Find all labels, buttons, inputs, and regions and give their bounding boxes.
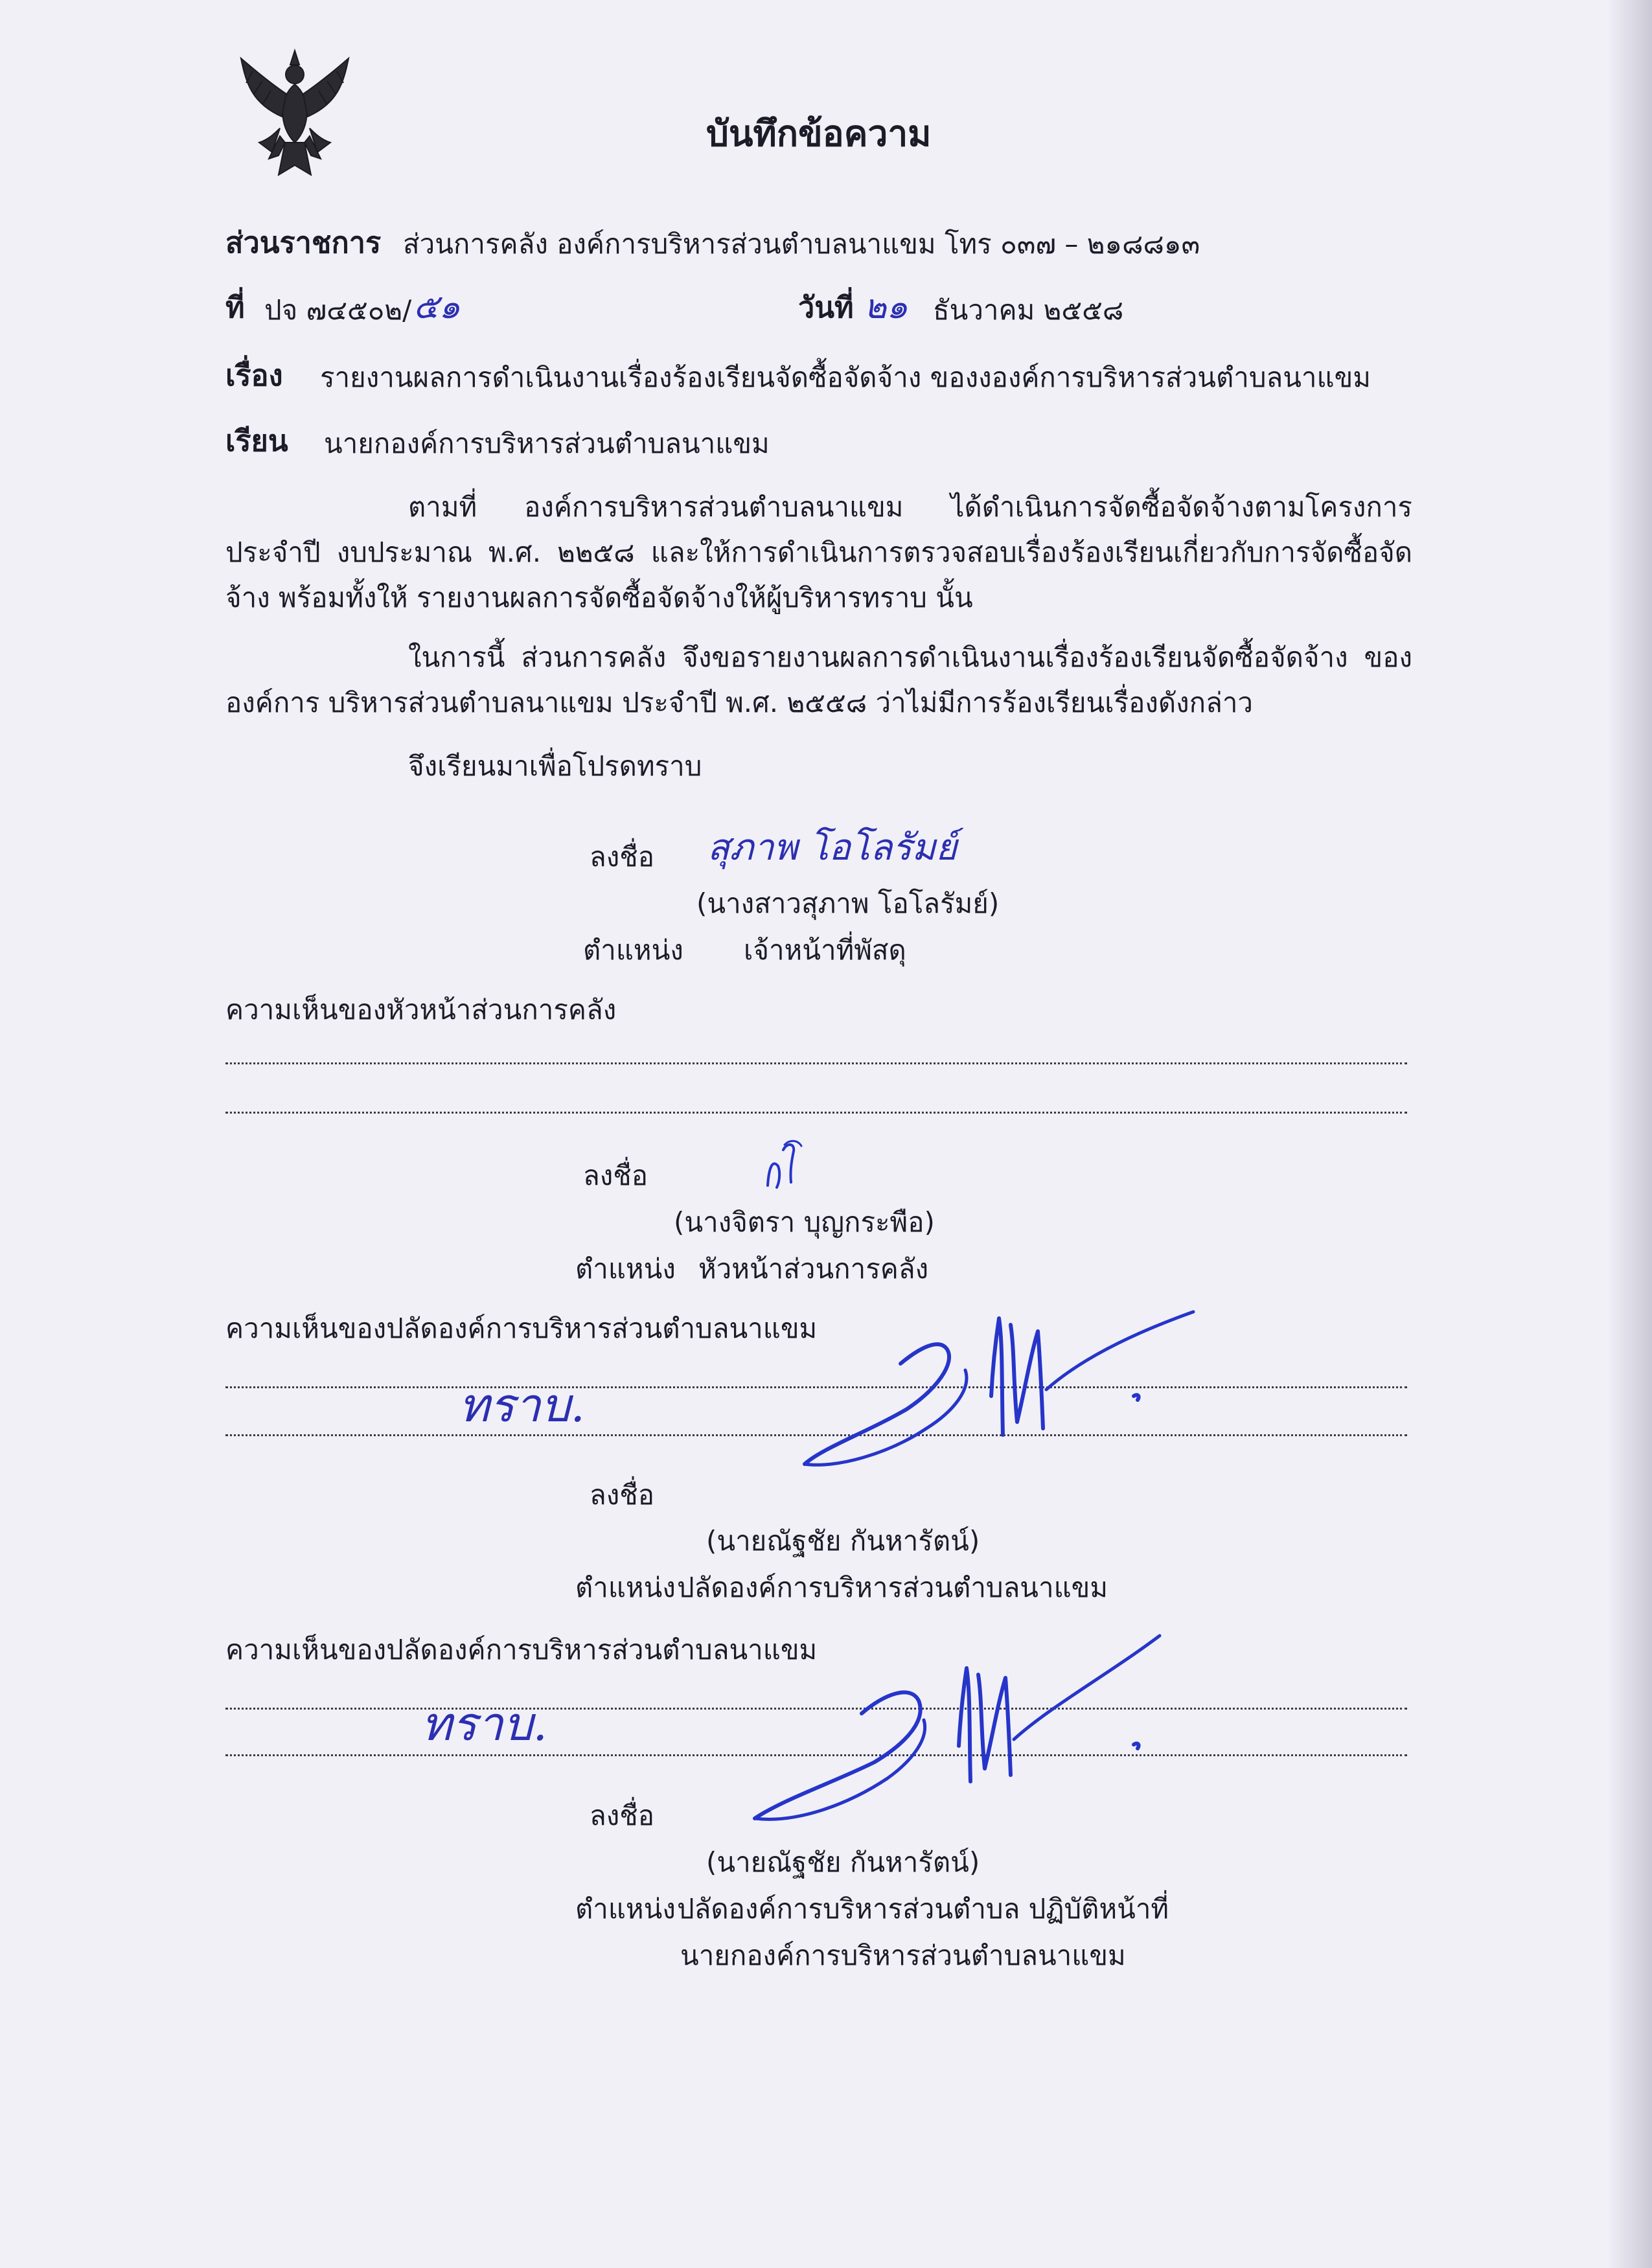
date-day-handwritten: ๒๑ <box>864 288 908 326</box>
signature1-position-label: ตำแหน่ง <box>583 934 683 966</box>
subject-label: เรื่อง <box>225 358 283 393</box>
opinion3-position-value-line2: นายกองค์การบริหารส่วนตำบลนาแขม <box>680 1940 1126 1971</box>
opinion2-handwritten-note: ทราบ. <box>459 1378 586 1432</box>
closing-text: จึงเรียนมาเพื่อโปรดทราบ <box>408 750 702 782</box>
opinion2-heading: ความเห็นของปลัดองค์การบริหารส่วนตำบลนาแขม <box>225 1312 818 1344</box>
opinion1-sign-label: ลงชื่อ <box>583 1160 648 1191</box>
signature1-handwritten: สุภาพ โอโลรัมย์ <box>707 827 958 869</box>
ref-value: ปจ ๗๔๕๐๒/ <box>264 294 412 326</box>
opinion1-signature-mark <box>761 1137 820 1195</box>
opinion1-dotted-line-1 <box>225 1062 1407 1064</box>
opinion2-name: (นายณัฐชัย กันหารัตน์) <box>706 1525 980 1557</box>
signature1-position-value: เจ้าหน้าที่พัสดุ <box>744 934 906 966</box>
opinion1-name: (นางจิตรา บุญกระพือ) <box>674 1206 935 1238</box>
ref-label: ที่ <box>225 290 245 325</box>
opinion3-signature-mark <box>745 1629 1173 1830</box>
date-value: ธันวาคม ๒๕๕๘ <box>933 294 1124 326</box>
department-label: ส่วนราชการ <box>225 225 382 260</box>
date-label: วันที่ <box>798 290 854 325</box>
opinion1-heading: ความเห็นของหัวหน้าส่วนการคลัง <box>225 994 617 1025</box>
opinion3-sign-label: ลงชื่อ <box>590 1800 654 1831</box>
memo-title: บันทึกข้อความ <box>706 113 932 154</box>
ref-handwritten: ๕๑ <box>413 288 461 326</box>
opinion3-position-label: ตำแหน่ง <box>575 1893 676 1925</box>
to-value: นายกองค์การบริหารส่วนตำบลนาแขม <box>324 428 770 459</box>
opinion2-sign-label: ลงชื่อ <box>590 1479 654 1511</box>
opinion3-handwritten-note: ทราบ. <box>421 1697 548 1751</box>
body-paragraph-2: ในการนี้ ส่วนการคลัง จึงขอรายงานผลการดำเนินงานเรื่องร้องเรียนจัดซื้อจัดจ้าง ขององค์การ บริหารส่วนตำบลนาแขม ประจำปี พ.ศ. ๒๕๕๘ ว่าไม่มีการร้องเรียนเรื่องดังกล่าว <box>225 641 1412 718</box>
opinion2-signature-mark <box>797 1299 1211 1480</box>
body-paragraph-1: ตามที่ องค์การบริหารส่วนตำบลนาแขม ได้ดำเนินการจัดซื้อจัดจ้างตามโครงการประจำปี งบประมาณ พ.ศ. ๒๒๕๘ และให้การดำเนินการตรวจสอบเรื่องร้องเรียนเกี่ยวกับการจัดซื้อจัดจ้าง พร้อมทั้งให้ รายงานผลการจัดซื้อจัดจ้างให้ผู้บริหารทราบ นั้น <box>225 491 1412 613</box>
opinion3-name: (นายณัฐชัย กันหารัตน์) <box>706 1846 980 1878</box>
opinion2-position-value: ปลัดองค์การบริหารส่วนตำบลนาแขม <box>677 1572 1108 1603</box>
signature1-name: (นางสาวสุภาพ โอโลรัมย์) <box>696 888 1000 919</box>
opinion3-position-value: ปลัดองค์การบริหารส่วนตำบล ปฏิบัติหน้าที่ <box>677 1893 1169 1925</box>
subject-value: รายงานผลการดำเนินงานเรื่องร้องเรียนจัดซื้อจัดจ้าง ของงองค์การบริหารส่วนตำบลนาแขม <box>320 361 1371 393</box>
signature1-sign-label: ลงชื่อ <box>590 841 654 873</box>
garuda-emblem-icon <box>233 45 356 178</box>
opinion1-position-value: หัวหน้าส่วนการคลัง <box>698 1253 929 1285</box>
opinion2-position-label: ตำแหน่ง <box>575 1572 676 1603</box>
page-edge-shadow <box>1607 0 1652 2268</box>
opinion3-heading: ความเห็นของปลัดองค์การบริหารส่วนตำบลนาแขม <box>225 1634 818 1666</box>
opinion1-dotted-line-2 <box>225 1112 1407 1114</box>
department-value: ส่วนการคลัง องค์การบริหารส่วนตำบลนาแขม โทร ๐๓๗ – ๒๑๘๘๑๓ <box>403 228 1200 260</box>
opinion1-position-label: ตำแหน่ง <box>575 1253 676 1285</box>
to-label: เรียน <box>225 424 288 458</box>
